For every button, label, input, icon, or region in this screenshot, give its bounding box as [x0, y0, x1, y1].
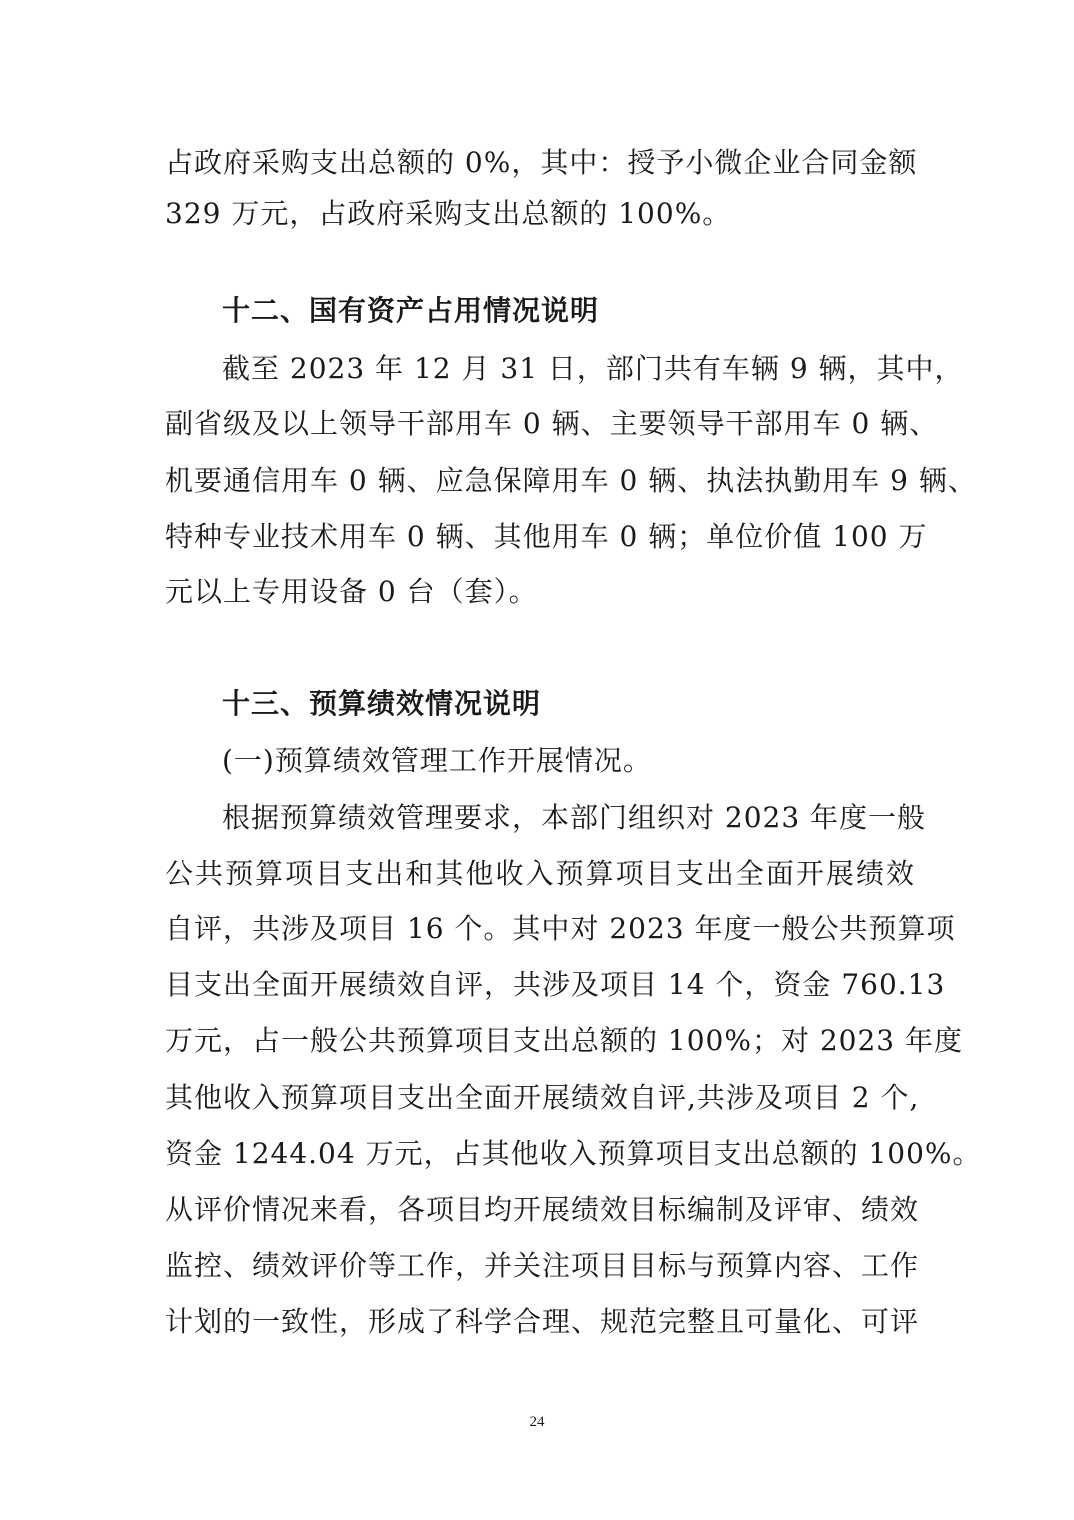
page-number: 24	[529, 1414, 545, 1430]
body-text-line: 特种专业技术用车 0 辆、其他用车 0 辆；单位价值 100 万	[165, 520, 928, 553]
body-text-line: 公共预算项目支出和其他收入预算项目支出全面开展绩效	[165, 857, 915, 890]
body-text-line: 截至 2023 年 12 月 31 日，部门共有车辆 9 辆，其中，	[222, 352, 964, 385]
body-text-line: 其他收入预算项目支出全面开展绩效自评,共涉及项目 2 个,	[165, 1081, 920, 1114]
section-heading: 十二、国有资产占用情况说明	[222, 294, 600, 327]
body-text-line: 从评价情况来看，各项目均开展绩效目标编制及评审、绩效	[165, 1193, 920, 1226]
body-text-line: 元以上专用设备 0 台（套）。	[165, 575, 538, 608]
body-text-line: 根据预算绩效管理要求，本部门组织对 2023 年度一般	[222, 801, 927, 834]
body-text-line: 329 万元，占政府采购支出总额的 100%。	[165, 197, 732, 230]
body-text-line: 目支出全面开展绩效自评，共涉及项目 14 个，资金 760.13	[165, 968, 946, 1001]
body-text-line: 万元，占一般公共预算项目支出总额的 100%；对 2023 年度	[165, 1024, 964, 1057]
body-text-line: 机要通信用车 0 辆、应急保障用车 0 辆、执法执勤用车 9 辆、	[165, 464, 977, 497]
section-heading: 十三、预算绩效情况说明	[222, 687, 542, 720]
body-text-line: 副省级及以上领导干部用车 0 辆、主要领导干部用车 0 辆、	[165, 407, 939, 440]
subsection-heading: (一)预算绩效管理工作开展情况。	[222, 744, 652, 777]
body-text-line: 资金 1244.04 万元，占其他收入预算项目支出总额的 100%。	[165, 1137, 982, 1170]
body-text-line: 占政府采购支出总额的 0%，其中：授予小微企业合同金额	[165, 146, 918, 179]
body-text-line: 监控、绩效评价等工作，并关注项目目标与预算内容、工作	[165, 1249, 920, 1282]
body-text-line: 自评，共涉及项目 16 个。其中对 2023 年度一般公共预算项	[165, 912, 956, 945]
body-text-line: 计划的一致性，形成了科学合理、规范完整且可量化、可评	[165, 1305, 920, 1338]
